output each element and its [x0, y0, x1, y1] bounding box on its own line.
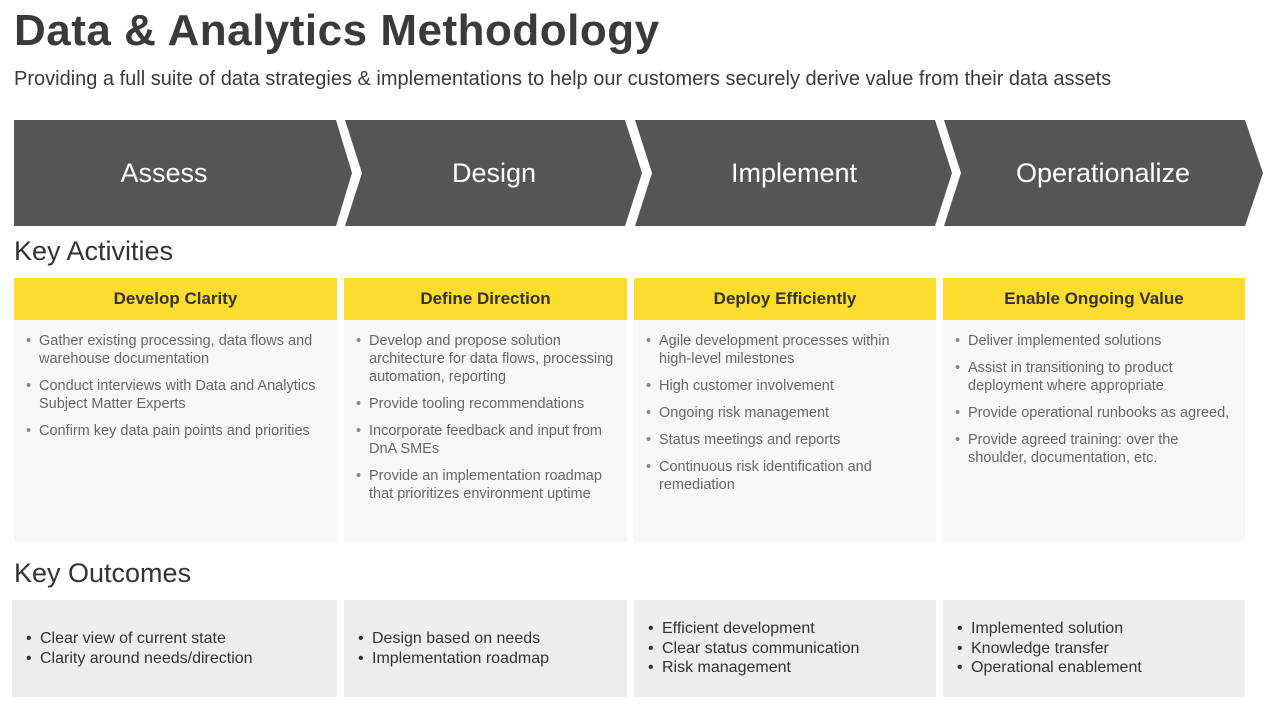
activity-list	[14, 320, 337, 440]
outcome-list	[344, 629, 549, 668]
outcome-item: • Risk management	[648, 658, 859, 678]
outcome-list	[12, 629, 253, 668]
outcome-item: • Clear status communication	[648, 639, 859, 659]
outcome-item: • Clear view of current state	[26, 629, 253, 649]
page-title: Data & Analytics Methodology	[14, 6, 660, 55]
outcome-box-operationalize	[943, 600, 1245, 697]
page-subtitle: Providing a full suite of data strategies & implementations to help our customers securely derive value from their data assets	[14, 68, 1112, 90]
activity-column-enable-ongoing-value	[943, 278, 1245, 542]
activity-item: • Develop and propose solution architecture for data flows, processing automation, reporting	[356, 332, 615, 386]
outcome-box-design	[344, 600, 627, 697]
activity-item: • Status meetings and reports	[646, 431, 924, 449]
outcome-item: • Design based on needs	[358, 629, 549, 649]
phase-label-design: Design	[451, 157, 537, 188]
phase-label-implement: Implement	[730, 157, 858, 188]
outcome-item: • Efficient development	[648, 619, 859, 639]
phase-label-operationalize: Operationalize	[1015, 157, 1191, 188]
activity-item: • Provide an implementation roadmap that prioritizes environment uptime	[356, 467, 615, 503]
activity-list	[634, 320, 936, 494]
activity-column-develop-clarity	[14, 278, 337, 542]
activity-heading: Enable Ongoing Value	[943, 278, 1245, 320]
activity-heading: Develop Clarity	[14, 278, 337, 320]
outcome-list	[943, 619, 1142, 678]
outcome-box-implement	[634, 600, 936, 697]
activity-column-define-direction	[344, 278, 627, 542]
activity-item: • Provide agreed training: over the shoulder, documentation, etc.	[955, 431, 1233, 467]
activity-item: • Ongoing risk management	[646, 404, 924, 422]
activity-list	[344, 320, 627, 503]
outcome-item: • Knowledge transfer	[957, 639, 1142, 659]
activity-item: • Provide tooling recommendations	[356, 395, 615, 413]
activity-item: • Incorporate feedback and input from DnA SMEs	[356, 422, 615, 458]
activity-list	[943, 320, 1245, 467]
activity-item: • Agile development processes within high-level milestones	[646, 332, 924, 368]
outcome-list	[634, 619, 859, 678]
key-activities-heading: Key Activities	[14, 236, 174, 266]
key-outcomes-heading: Key Outcomes	[14, 558, 192, 588]
phase-label-assess: Assess	[120, 157, 208, 188]
activity-item: • Gather existing processing, data flows and warehouse documentation	[26, 332, 325, 368]
activity-item: • Assist in transitioning to product deployment where appropriate	[955, 359, 1233, 395]
activity-heading: Define Direction	[344, 278, 627, 320]
activity-item: • Conduct interviews with Data and Analytics Subject Matter Experts	[26, 377, 325, 413]
activity-heading: Deploy Efficiently	[634, 278, 936, 320]
activity-item: • Continuous risk identification and remediation	[646, 458, 924, 494]
activity-column-deploy-efficiently	[634, 278, 936, 542]
activity-item: • Deliver implemented solutions	[955, 332, 1233, 350]
outcome-box-assess	[12, 600, 337, 697]
outcome-item: • Implemented solution	[957, 619, 1142, 639]
outcome-item: • Clarity around needs/direction	[26, 649, 253, 669]
outcome-item: • Implementation roadmap	[358, 649, 549, 669]
activity-item: • High customer involvement	[646, 377, 924, 395]
outcome-item: • Operational enablement	[957, 658, 1142, 678]
activity-item: • Confirm key data pain points and priorities	[26, 422, 325, 440]
activity-item: • Provide operational runbooks as agreed,	[955, 404, 1233, 422]
